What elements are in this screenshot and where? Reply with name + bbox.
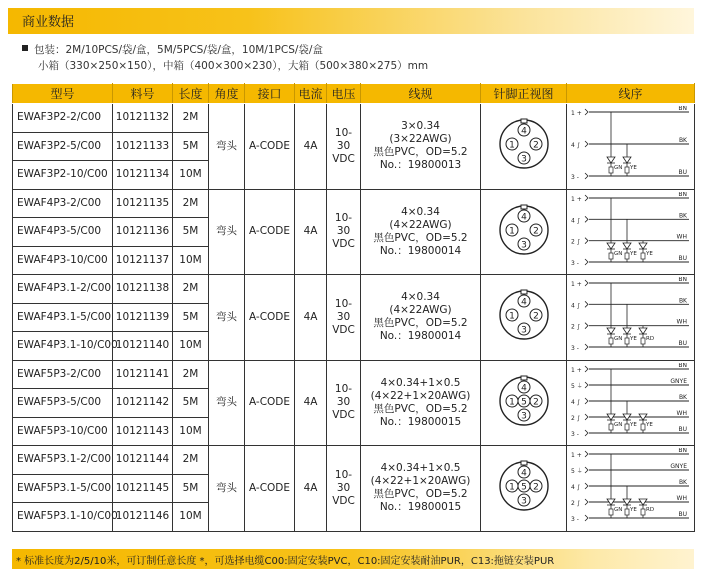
wire-pin-label: 2 ∫ [571, 414, 580, 422]
angle-cell: 弯头 [209, 189, 245, 275]
angle-cell: 弯头 [209, 275, 245, 361]
interface-cell: A-CODE [245, 275, 295, 361]
wire-pin-label: 2 ∫ [571, 500, 580, 508]
voltage-range: 10-30 [334, 212, 353, 238]
length-cell: 2M [173, 275, 209, 304]
model-cell: EWAF4P3.1-10/C00 [13, 332, 113, 361]
wiring-cell [567, 360, 695, 446]
footnote-text: * 标准长度为2/5/10米，可订制任意长度 *，可选择电缆C00:固定安装PVC，C10:固定安装耐油PUR，C13:拖链安装PUR [16, 556, 555, 567]
wire-color-label: WH [676, 318, 687, 326]
wire-pin-label: 1 + [571, 452, 582, 460]
model-cell: EWAF3P2-5/C00 [13, 132, 113, 161]
pin-view-cell [481, 189, 567, 275]
wire-pin-label: 1 + [571, 366, 582, 374]
led-color-label: RD [646, 336, 655, 343]
wire-pin-label: 4 ∫ [571, 302, 580, 310]
pin-number: 3 [520, 496, 527, 507]
wire-color-label: BU [678, 340, 687, 348]
wire-pin-label: 1 + [571, 195, 582, 203]
pin-number: 1 [508, 311, 515, 322]
wire-color-label: BU [678, 254, 687, 262]
part-number-cell: 10121134 [113, 161, 173, 190]
wiring-cell [567, 104, 695, 190]
pin-number: 2 [532, 397, 539, 408]
pin-number: 3 [520, 411, 527, 422]
part-number-cell: 10121144 [113, 446, 173, 475]
voltage-unit: VDC [332, 323, 355, 336]
pin-number: 2 [532, 311, 539, 322]
voltage-unit: VDC [332, 152, 355, 165]
wiring-cell [567, 275, 695, 361]
wire-spec-line: No.：19800015 [379, 501, 462, 514]
length-cell: 10M [173, 161, 209, 190]
part-number-cell: 10121132 [113, 104, 173, 133]
wire-spec-cell [361, 446, 481, 532]
pin-number: 5 [520, 397, 527, 408]
wire-color-label: BU [678, 511, 687, 519]
col-header: 线序 [567, 84, 695, 104]
part-number-cell: 10121135 [113, 189, 173, 218]
led-icon [607, 328, 615, 334]
terminal-icon [585, 302, 588, 308]
wire-color-label: BU [678, 425, 687, 433]
connector-key-icon [521, 205, 527, 209]
terminal-icon [585, 237, 588, 243]
pin-face-diagram [498, 118, 550, 170]
model-cell: EWAF5P3.1-5/C00 [13, 474, 113, 503]
col-header: 线规 [361, 84, 481, 104]
model-cell: EWAF4P3.1-5/C00 [13, 303, 113, 332]
wire-color-label: WH [676, 495, 687, 503]
length-cell: 5M [173, 474, 209, 503]
terminal-icon [585, 141, 588, 147]
wire-pin-label: 5 ⏚ [571, 382, 583, 390]
led-color-label: YE [630, 336, 637, 343]
led-color-label: GN [614, 165, 623, 172]
table-row [13, 275, 695, 304]
angle-cell: 弯头 [209, 104, 245, 190]
model-cell: EWAF5P3-5/C00 [13, 389, 113, 418]
spec-table [12, 83, 695, 532]
length-cell: 10M [173, 417, 209, 446]
wire-color-label: BN [678, 362, 687, 369]
length-cell: 5M [173, 132, 209, 161]
wire-pin-label: 5 ⏚ [571, 468, 583, 476]
voltage-unit: VDC [332, 494, 355, 507]
voltage-cell [327, 104, 361, 190]
wire-color-label: GNYE [670, 377, 687, 385]
current-cell: 4A [295, 189, 327, 275]
wire-spec-line: 4×0.34+1×0.5 [380, 376, 461, 389]
length-cell: 2M [173, 446, 209, 475]
pin-view-cell [481, 275, 567, 361]
terminal-icon [585, 216, 588, 222]
wire-spec-cell [361, 104, 481, 190]
wire-color-label: BK [678, 297, 687, 305]
wire-spec-line: (3×22AWG) [389, 133, 452, 146]
wire-color-label: BK [678, 212, 687, 220]
resistor-icon [641, 338, 645, 344]
model-cell: EWAF3P2-10/C00 [13, 161, 113, 190]
table-row [13, 189, 695, 218]
wire-spec-line: 黑色PVC，OD=5.2 [373, 488, 468, 501]
terminal-icon [585, 344, 588, 350]
wire-spec-line: (4×22AWG) [389, 218, 452, 231]
model-cell: EWAF5P3.1-2/C00 [13, 446, 113, 475]
model-cell: EWAF4P3-10/C00 [13, 246, 113, 275]
current-cell: 4A [295, 104, 327, 190]
wire-spec-cell [361, 275, 481, 361]
resistor-icon [625, 253, 629, 259]
pin-number: 4 [520, 297, 527, 308]
led-icon [639, 243, 647, 249]
pin-number: 2 [532, 140, 539, 151]
terminal-icon [585, 259, 588, 265]
part-number-cell: 10121146 [113, 503, 173, 532]
part-number-cell: 10121138 [113, 275, 173, 304]
angle-cell: 弯头 [209, 360, 245, 446]
pin-number: 2 [532, 482, 539, 493]
length-cell: 2M [173, 104, 209, 133]
terminal-icon [585, 323, 588, 329]
led-color-label: GN [614, 336, 623, 343]
pin-number: 3 [520, 325, 527, 336]
length-cell: 10M [173, 332, 209, 361]
pin-number: 4 [520, 126, 527, 137]
terminal-icon [585, 451, 588, 457]
wire-pin-label: 2 ∫ [571, 323, 580, 331]
connector-key-icon [521, 376, 527, 380]
resistor-icon [609, 424, 613, 430]
resistor-icon [609, 338, 613, 344]
connector-key-icon [521, 119, 527, 123]
model-cell: EWAF4P3-5/C00 [13, 218, 113, 247]
wire-pin-label: 3 - [571, 430, 579, 438]
pin-number: 3 [520, 154, 527, 165]
resistor-icon [609, 253, 613, 259]
led-icon [607, 243, 615, 249]
part-number-cell: 10121133 [113, 132, 173, 161]
length-cell: 2M [173, 189, 209, 218]
terminal-icon [585, 398, 588, 404]
terminal-icon [585, 382, 588, 388]
pin-number: 5 [520, 482, 527, 493]
section-header [8, 8, 694, 34]
resistor-icon [641, 509, 645, 515]
led-color-label: GN [614, 250, 623, 257]
wiring-diagram [569, 448, 693, 524]
footnote-bar [12, 549, 694, 569]
interface-cell: A-CODE [245, 360, 295, 446]
angle-cell: 弯头 [209, 446, 245, 532]
table-row [13, 104, 695, 133]
wiring-diagram [569, 363, 693, 439]
wire-color-label: BK [678, 137, 687, 145]
terminal-icon [585, 366, 588, 372]
voltage-cell [327, 275, 361, 361]
wire-color-label: GNYE [670, 463, 687, 471]
wire-spec-line: (4×22+1×20AWG) [370, 475, 471, 488]
pin-view-cell [481, 360, 567, 446]
col-header: 长度 [173, 84, 209, 104]
resistor-icon [625, 338, 629, 344]
pin-number: 4 [520, 468, 527, 479]
wire-spec-line: No.：19800013 [379, 159, 462, 172]
resistor-icon [625, 509, 629, 515]
wire-pin-label: 1 + [571, 281, 582, 289]
voltage-unit: VDC [332, 238, 355, 251]
length-cell: 10M [173, 246, 209, 275]
wire-spec-line: 黑色PVC，OD=5.2 [373, 231, 468, 244]
length-cell: 5M [173, 303, 209, 332]
part-number-cell: 10121137 [113, 246, 173, 275]
pin-number: 1 [508, 226, 515, 237]
wire-pin-label: 3 - [571, 516, 579, 524]
pin-face-diagram [498, 289, 550, 341]
voltage-range: 10-30 [334, 126, 353, 152]
part-number-cell: 10121141 [113, 360, 173, 389]
wire-color-label: WH [676, 233, 687, 241]
table-row [13, 446, 695, 475]
packaging-info [22, 42, 428, 74]
wire-spec-line: 4×0.34 [401, 291, 440, 304]
terminal-icon [585, 173, 588, 179]
length-cell: 10M [173, 503, 209, 532]
led-color-label: YE [646, 250, 653, 257]
resistor-icon [625, 167, 629, 173]
pin-number: 1 [508, 140, 515, 151]
pin-face-diagram [498, 204, 550, 256]
terminal-icon [585, 499, 588, 505]
table-header-row [13, 84, 695, 104]
voltage-cell [327, 360, 361, 446]
led-color-label: GN [614, 507, 623, 514]
wire-color-label: BK [678, 479, 687, 487]
wire-color-label: BU [678, 169, 687, 177]
wiring-diagram [569, 277, 693, 353]
wire-spec-line: 3×0.34 [401, 120, 440, 133]
wire-color-label: BN [678, 448, 687, 455]
terminal-icon [585, 515, 588, 521]
terminal-icon [585, 467, 588, 473]
resistor-icon [609, 167, 613, 173]
interface-cell: A-CODE [245, 104, 295, 190]
wire-spec-cell [361, 189, 481, 275]
wire-color-label: BN [678, 191, 687, 198]
wire-spec-line: 4×0.34+1×0.5 [380, 462, 461, 475]
interface-cell: A-CODE [245, 189, 295, 275]
terminal-icon [585, 483, 588, 489]
wire-pin-label: 4 ∫ [571, 484, 580, 492]
wire-spec-line: No.：19800014 [379, 244, 462, 257]
col-header: 角度 [209, 84, 245, 104]
wire-spec-line: 黑色PVC，OD=5.2 [373, 146, 468, 159]
wire-spec-line: 黑色PVC，OD=5.2 [373, 317, 468, 330]
wire-spec-line: (4×22AWG) [389, 304, 452, 317]
resistor-icon [641, 253, 645, 259]
led-color-label: YE [630, 507, 637, 514]
wire-pin-label: 3 - [571, 174, 579, 182]
pin-face-diagram [498, 375, 550, 427]
led-icon [623, 157, 631, 163]
current-cell: 4A [295, 446, 327, 532]
led-icon [623, 243, 631, 249]
packaging-line-1 [22, 42, 428, 58]
section-title: 商业数据 [22, 15, 75, 30]
terminal-icon [585, 414, 588, 420]
wire-pin-label: 4 ∫ [571, 398, 580, 406]
wiring-diagram [569, 106, 693, 182]
col-header: 针脚正视图 [481, 84, 567, 104]
wire-spec-line: 黑色PVC，OD=5.2 [373, 402, 468, 415]
wire-spec-line: No.：19800015 [379, 415, 462, 428]
packaging-line-2: 小箱（330×250×150），中箱（400×300×230），大箱（500×380×275）mm [38, 60, 429, 72]
col-header: 电压 [327, 84, 361, 104]
terminal-icon [585, 430, 588, 436]
led-color-label: YE [630, 250, 637, 257]
led-color-label: RD [646, 507, 655, 514]
model-cell: EWAF4P3-2/C00 [13, 189, 113, 218]
bullet-square-icon [22, 45, 28, 51]
wiring-cell [567, 189, 695, 275]
current-cell: 4A [295, 360, 327, 446]
pin-face-diagram [498, 460, 550, 512]
led-icon [623, 328, 631, 334]
voltage-cell [327, 189, 361, 275]
part-number-cell: 10121140 [113, 332, 173, 361]
led-color-label: YE [646, 421, 653, 428]
pin-number: 1 [508, 397, 515, 408]
terminal-icon [585, 280, 588, 286]
led-color-label: YE [630, 165, 637, 172]
wire-spec-line: 4×0.34 [401, 205, 440, 218]
wire-pin-label: 1 + [571, 110, 582, 118]
part-number-cell: 10121145 [113, 474, 173, 503]
wire-pin-label: 3 - [571, 345, 579, 353]
wire-spec-line: (4×22+1×20AWG) [370, 389, 471, 402]
resistor-icon [609, 509, 613, 515]
voltage-range: 10-30 [334, 297, 353, 323]
length-cell: 5M [173, 389, 209, 418]
led-icon [639, 328, 647, 334]
col-header: 型号 [13, 84, 113, 104]
terminal-icon [585, 195, 588, 201]
resistor-icon [625, 424, 629, 430]
wire-pin-label: 4 ∫ [571, 217, 580, 225]
packaging-text: 包装：2M/10PCS/袋/盒，5M/5PCS/袋/盒，10M/1PCS/袋/盒 [34, 44, 323, 56]
voltage-unit: VDC [332, 409, 355, 422]
table-row [13, 360, 695, 389]
model-cell: EWAF5P3-10/C00 [13, 417, 113, 446]
pin-number: 1 [508, 482, 515, 493]
model-cell: EWAF5P3.1-10/C00 [13, 503, 113, 532]
pin-number: 2 [532, 226, 539, 237]
part-number-cell: 10121142 [113, 389, 173, 418]
col-header: 电流 [295, 84, 327, 104]
wire-pin-label: 3 - [571, 259, 579, 267]
connector-key-icon [521, 290, 527, 294]
current-cell: 4A [295, 275, 327, 361]
part-number-cell: 10121136 [113, 218, 173, 247]
pin-number: 4 [520, 383, 527, 394]
wire-spec-line: No.：19800014 [379, 330, 462, 343]
length-cell: 5M [173, 218, 209, 247]
model-cell: EWAF5P3-2/C00 [13, 360, 113, 389]
part-number-cell: 10121139 [113, 303, 173, 332]
voltage-range: 10-30 [334, 468, 353, 494]
interface-cell: A-CODE [245, 446, 295, 532]
connector-key-icon [521, 461, 527, 465]
led-color-label: YE [630, 421, 637, 428]
terminal-icon [585, 109, 588, 115]
wire-color-label: WH [676, 409, 687, 417]
wiring-cell [567, 446, 695, 532]
pin-view-cell [481, 446, 567, 532]
length-cell: 2M [173, 360, 209, 389]
col-header: 接口 [245, 84, 295, 104]
wire-pin-label: 2 ∫ [571, 238, 580, 246]
wiring-diagram [569, 192, 693, 268]
part-number-cell: 10121143 [113, 417, 173, 446]
voltage-cell [327, 446, 361, 532]
led-color-label: GN [614, 421, 623, 428]
wire-pin-label: 4 ∫ [571, 142, 580, 150]
wire-color-label: BK [678, 393, 687, 401]
led-icon [607, 157, 615, 163]
col-header: 料号 [113, 84, 173, 104]
model-cell: EWAF3P2-2/C00 [13, 104, 113, 133]
voltage-range: 10-30 [334, 383, 353, 409]
wire-color-label: BN [678, 106, 687, 113]
model-cell: EWAF4P3.1-2/C00 [13, 275, 113, 304]
wire-color-label: BN [678, 277, 687, 284]
pin-number: 3 [520, 240, 527, 251]
pin-view-cell [481, 104, 567, 190]
wire-spec-cell [361, 360, 481, 446]
resistor-icon [641, 424, 645, 430]
pin-number: 4 [520, 212, 527, 223]
